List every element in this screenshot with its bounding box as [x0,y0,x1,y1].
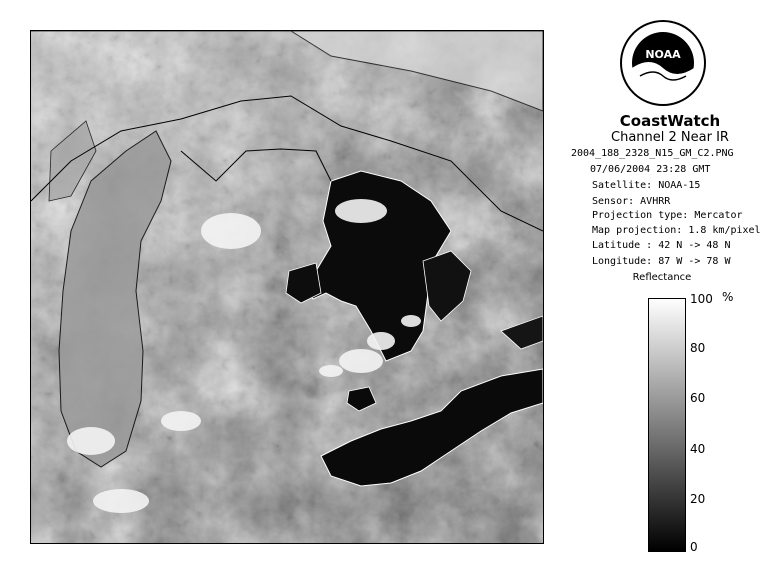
channel-subtitle: Channel 2 Near IR [611,130,729,145]
legend-unit: % [722,290,734,304]
projection-label: Projection type: Mercator [592,210,743,221]
tick-label: 80 [690,341,706,355]
datetime-label: 07/06/2004 23:28 GMT [590,164,711,175]
resolution-label: Map projection: 1.8 km/pixel [592,225,761,236]
tick-label: 0 [690,540,698,554]
filename-label: 2004_188_2328_N15_GM_C2.PNG [571,148,734,159]
tick-label: 60 [690,391,706,405]
reflectance-colorbar [648,298,686,552]
noaa-logo-text: NOAA [645,48,681,61]
satellite-image [30,30,544,544]
tick-label: 100 [690,292,713,306]
legend-title: Reflectance [632,272,692,283]
tick-label: 20 [690,492,706,506]
app-title: CoastWatch [619,112,721,130]
sensor-label: Sensor: AVHRR [592,196,671,207]
tick-label: 40 [690,442,706,456]
satellite-map-svg [31,31,543,543]
noaa-logo [620,20,706,106]
longitude-label: Longitude: 87 W -> 78 W [592,256,731,267]
satellite-label: Satellite: NOAA-15 [592,180,701,191]
latitude-label: Latitude : 42 N -> 48 N [592,240,731,251]
